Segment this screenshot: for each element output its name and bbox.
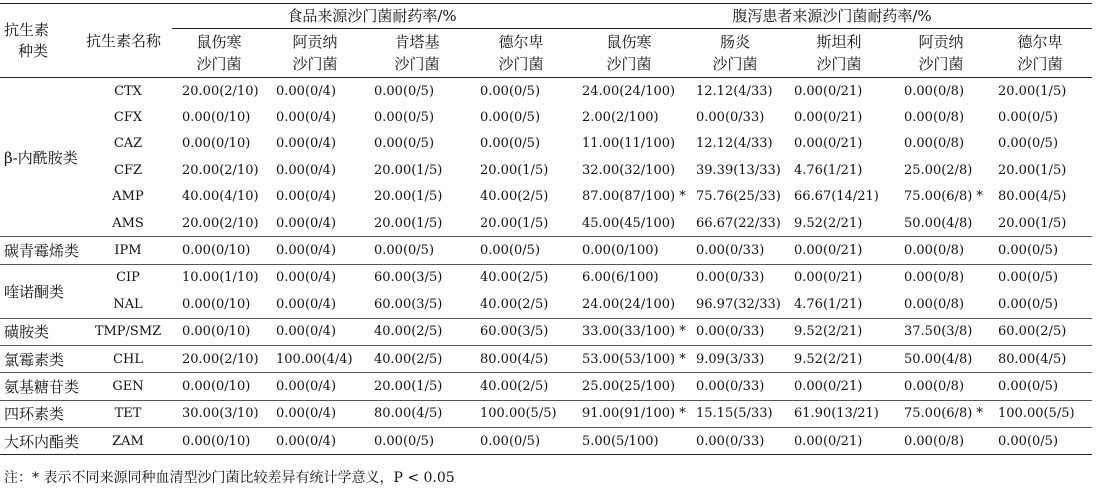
- resistance-value: 0.00(0/21): [784, 373, 894, 400]
- patient-col-header: [784, 29, 894, 78]
- resistance-value: 40.00(2/5): [470, 373, 572, 400]
- resistance-value: 0.00(0/21): [794, 136, 863, 152]
- resistance-value: 0.00(0/21): [794, 110, 863, 126]
- resistance-value: 0.00(0/4): [266, 210, 364, 237]
- table-row: [0, 373, 1092, 400]
- table-row: [0, 345, 1092, 372]
- resistance-value: 75.00(6/8) *: [904, 189, 983, 205]
- food-col-header: [364, 29, 470, 78]
- resistance-value: 6.00(6/100): [582, 270, 659, 286]
- resistance-value: 4.76(1/21): [784, 291, 894, 318]
- resistance-value: 0.00(0/5): [374, 83, 435, 99]
- resistance-value: 0.00(0/5): [364, 237, 470, 264]
- antibiotic-abbr: NAL: [84, 291, 172, 318]
- patient-col-header-line: 德尔卑: [1017, 33, 1063, 51]
- resistance-value: 20.00(1/5): [998, 83, 1067, 99]
- patient-col-header: [894, 29, 988, 78]
- resistance-value: 0.00(0/4): [266, 400, 364, 427]
- patient-col-header-line: 沙门菌: [712, 55, 758, 73]
- antibiotic-class: 喹诺酮类: [0, 264, 84, 318]
- antibiotic-class: β-内酰胺类: [0, 78, 84, 237]
- name-header: 抗生素名称: [84, 4, 172, 78]
- resistance-value: 0.00(0/33): [686, 318, 784, 345]
- resistance-value: 25.00(2/8): [904, 162, 973, 178]
- food-col-header-line: 沙门菌: [196, 55, 242, 73]
- resistance-value: 2.00(2/100): [582, 110, 659, 126]
- patient-group-header: 腹泻患者来源沙门菌耐药率/%: [572, 4, 1092, 29]
- resistance-value: 0.00(0/10): [172, 291, 266, 318]
- resistance-value: 24.00(24/100): [572, 291, 686, 318]
- patient-col-header-line: 阿贡纳: [918, 33, 964, 51]
- resistance-value: 0.00(0/21): [794, 270, 863, 286]
- table-body: [0, 78, 1092, 455]
- resistance-value: 91.00(91/100) *: [572, 400, 686, 427]
- resistance-value: 20.00(1/5): [374, 189, 443, 205]
- resistance-value: 9.52(2/21): [784, 210, 894, 237]
- resistance-value: 9.52(2/21): [784, 318, 894, 345]
- table-row: [0, 400, 1092, 427]
- resistance-value: 50.00(4/8): [894, 345, 988, 372]
- resistance-value: 20.00(1/5): [364, 210, 470, 237]
- resistance-value: 66.67(22/33): [686, 210, 784, 237]
- resistance-value: 0.00(0/4): [276, 162, 337, 178]
- resistance-value: 0.00(0/33): [696, 270, 765, 286]
- resistance-value: 0.00(0/21): [784, 428, 894, 455]
- resistance-value: 60.00(2/5): [988, 318, 1092, 345]
- resistance-value: 0.00(0/10): [182, 110, 251, 126]
- resistance-value: 0.00(0/5): [470, 237, 572, 264]
- resistance-value: 60.00(3/5): [374, 270, 443, 286]
- resistance-value: 0.00(0/8): [894, 428, 988, 455]
- resistance-value: 0.00(0/100): [572, 237, 686, 264]
- resistance-value: 33.00(33/100) *: [572, 318, 686, 345]
- resistance-value: 15.15(5/33): [686, 400, 784, 427]
- antibiotic-abbr: TET: [84, 400, 172, 427]
- patient-col-header-line: 斯坦利: [816, 33, 862, 51]
- resistance-value: 0.00(0/4): [276, 270, 337, 286]
- resistance-value: 100.00(4/4): [266, 345, 364, 372]
- resistance-value: 0.00(0/5): [988, 373, 1092, 400]
- resistance-value: 0.00(0/10): [172, 428, 266, 455]
- antibiotic-abbr: CTX: [114, 83, 142, 99]
- patient-col-header-line: 沙门菌: [918, 55, 964, 73]
- patient-col-header: [572, 29, 686, 78]
- resistance-value: 0.00(0/33): [696, 110, 765, 126]
- resistance-value: 0.00(0/5): [480, 136, 541, 152]
- food-col-header-line: 鼠伤寒: [196, 33, 242, 51]
- resistance-value: 0.00(0/4): [266, 318, 364, 345]
- resistance-value: 20.00(2/10): [172, 345, 266, 372]
- food-col-header: [172, 29, 266, 78]
- patient-col-header: [988, 29, 1092, 78]
- resistance-value: 80.00(4/5): [998, 189, 1067, 205]
- resistance-value: 0.00(0/5): [998, 136, 1059, 152]
- resistance-value: 0.00(0/5): [374, 110, 435, 126]
- resistance-value: 60.00(3/5): [364, 291, 470, 318]
- food-col-header-line: 肯塔基: [394, 33, 440, 51]
- resistance-value: 0.00(0/33): [686, 373, 784, 400]
- resistance-value: 40.00(2/5): [480, 189, 549, 205]
- resistance-value: 75.00(6/8) *: [894, 400, 988, 427]
- resistance-value: 0.00(0/4): [276, 83, 337, 99]
- food-col-header-line: 沙门菌: [498, 55, 544, 73]
- resistance-value: 0.00(0/5): [988, 237, 1092, 264]
- resistance-value: 87.00(87/100) *: [582, 189, 686, 205]
- resistance-value: 10.00(1/10): [182, 270, 259, 286]
- antibiotic-abbr: CHL: [84, 345, 172, 372]
- resistance-value: 40.00(2/5): [364, 318, 470, 345]
- resistance-value: 25.00(25/100): [572, 373, 686, 400]
- antibiotic-class: 碳青霉烯类: [0, 237, 84, 264]
- resistance-value: 39.39(13/33): [696, 162, 781, 178]
- resistance-value: 20.00(2/10): [172, 210, 266, 237]
- resistance-value: 20.00(1/5): [470, 210, 572, 237]
- resistance-value: 5.00(5/100): [572, 428, 686, 455]
- antibiotic-class: 四环素类: [0, 400, 84, 427]
- resistance-value: 37.50(3/8): [894, 318, 988, 345]
- antibiotic-abbr: TMP/SMZ: [84, 318, 172, 345]
- resistance-value: 20.00(1/5): [988, 210, 1092, 237]
- table-row: [0, 428, 1092, 455]
- table-row: [0, 210, 1092, 237]
- antibiotic-abbr: IPM: [84, 237, 172, 264]
- resistance-value: 61.90(13/21): [784, 400, 894, 427]
- resistance-value: 20.00(1/5): [364, 373, 470, 400]
- resistance-table: [0, 3, 1092, 455]
- resistance-value: 12.12(4/33): [696, 83, 773, 99]
- antibiotic-abbr: ZAM: [84, 428, 172, 455]
- resistance-value: 0.00(0/4): [276, 189, 337, 205]
- table-row: [0, 131, 1092, 157]
- resistance-value: 0.00(0/4): [266, 373, 364, 400]
- resistance-value: 12.12(4/33): [696, 136, 773, 152]
- patient-col-header-line: 鼠伤寒: [606, 33, 652, 51]
- resistance-value: 0.00(0/10): [172, 318, 266, 345]
- resistance-value: 20.00(2/10): [182, 162, 259, 178]
- resistance-value: 0.00(0/8): [904, 83, 965, 99]
- antibiotic-abbr: AMP: [112, 189, 144, 205]
- resistance-value: 40.00(4/10): [182, 189, 259, 205]
- food-col-header-line: 德尔卑: [498, 33, 544, 51]
- patient-col-header-line: 沙门菌: [1017, 55, 1063, 73]
- antibiotic-abbr: CIP: [116, 270, 140, 286]
- resistance-value: 32.00(32/100): [582, 162, 676, 178]
- resistance-value: 40.00(2/5): [364, 345, 470, 372]
- resistance-value: 0.00(0/4): [266, 428, 364, 455]
- resistance-value: 0.00(0/33): [686, 237, 784, 264]
- resistance-value: 45.00(45/100): [572, 210, 686, 237]
- resistance-value: 0.00(0/5): [480, 110, 541, 126]
- food-col-header: [470, 29, 572, 78]
- resistance-value: 100.00(5/5): [470, 400, 572, 427]
- resistance-value: 0.00(0/5): [998, 110, 1059, 126]
- resistance-value: 80.00(4/5): [364, 400, 470, 427]
- antibiotic-abbr: CAZ: [113, 136, 143, 152]
- resistance-value: 0.00(0/4): [266, 237, 364, 264]
- resistance-value: 30.00(3/10): [172, 400, 266, 427]
- resistance-value: 53.00(53/100) *: [572, 345, 686, 372]
- resistance-value: 0.00(0/5): [374, 136, 435, 152]
- food-group-header: 食品来源沙门菌耐药率/%: [172, 4, 572, 29]
- antibiotic-class: 磺胺类: [0, 318, 84, 345]
- table-row: [0, 318, 1092, 345]
- class-header-line1: 抗生素: [4, 20, 50, 39]
- resistance-value: 20.00(1/5): [480, 162, 549, 178]
- resistance-value: 0.00(0/4): [266, 291, 364, 318]
- antibiotic-class: 氯霉素类: [0, 345, 84, 372]
- antibiotic-abbr: AMS: [84, 210, 172, 237]
- resistance-value: 0.00(0/8): [904, 270, 965, 286]
- table-row: [0, 184, 1092, 210]
- table-row: [0, 237, 1092, 264]
- resistance-value: 100.00(5/5): [988, 400, 1092, 427]
- resistance-value: 24.00(24/100): [582, 83, 676, 99]
- resistance-value: 0.00(0/10): [172, 237, 266, 264]
- resistance-value: 80.00(4/5): [988, 345, 1092, 372]
- resistance-value: 0.00(0/5): [998, 270, 1059, 286]
- resistance-value: 0.00(0/8): [904, 110, 965, 126]
- resistance-value: 9.09(3/33): [686, 345, 784, 372]
- resistance-value: 0.00(0/8): [894, 373, 988, 400]
- resistance-value: 0.00(0/8): [904, 136, 965, 152]
- antibiotic-class: 氨基糖苷类: [0, 373, 84, 400]
- resistance-value: 0.00(0/21): [794, 83, 863, 99]
- patient-col-header-line: 沙门菌: [606, 55, 652, 73]
- resistance-value: 4.76(1/21): [794, 162, 863, 178]
- resistance-value: 0.00(0/4): [276, 110, 337, 126]
- food-col-header-line: 阿贡纳: [292, 33, 338, 51]
- resistance-value: 0.00(0/5): [480, 83, 541, 99]
- resistance-value: 0.00(0/21): [784, 237, 894, 264]
- resistance-value: 96.97(32/33): [686, 291, 784, 318]
- resistance-value: 40.00(2/5): [480, 270, 549, 286]
- resistance-value: 0.00(0/8): [894, 291, 988, 318]
- resistance-value: 20.00(2/10): [182, 83, 259, 99]
- patient-col-header-line: 肠炎: [719, 33, 750, 51]
- patient-col-header: [686, 29, 784, 78]
- resistance-value: 20.00(1/5): [998, 162, 1067, 178]
- patient-col-header-line: 沙门菌: [816, 55, 862, 73]
- footnote: 注：* 表示不同来源同种血清型沙门菌比较差异有统计学意义，P < 0.05: [4, 470, 455, 486]
- resistance-value: 66.67(14/21): [794, 189, 879, 205]
- antibiotic-abbr: CFZ: [114, 162, 142, 178]
- antibiotic-abbr: CFX: [113, 110, 143, 126]
- resistance-value: 9.52(2/21): [784, 345, 894, 372]
- resistance-value: 0.00(0/5): [988, 291, 1092, 318]
- resistance-value: 20.00(1/5): [374, 162, 443, 178]
- class-header: [0, 4, 84, 78]
- resistance-value: 0.00(0/33): [686, 428, 784, 455]
- resistance-value: 0.00(0/8): [894, 237, 988, 264]
- resistance-value: 0.00(0/5): [470, 428, 572, 455]
- table-row: [0, 264, 1092, 291]
- resistance-value: 75.76(25/33): [696, 189, 781, 205]
- resistance-value: 0.00(0/5): [988, 428, 1092, 455]
- resistance-value: 0.00(0/4): [276, 136, 337, 152]
- food-col-header: [266, 29, 364, 78]
- resistance-value: 80.00(4/5): [470, 345, 572, 372]
- table-row: [0, 104, 1092, 130]
- resistance-value: 0.00(0/10): [182, 136, 251, 152]
- antibiotic-abbr: GEN: [84, 373, 172, 400]
- table-row: [0, 78, 1092, 105]
- class-header-line2: 种类: [18, 41, 49, 60]
- resistance-value: 0.00(0/10): [172, 373, 266, 400]
- food-col-header-line: 沙门菌: [394, 55, 440, 73]
- resistance-value: 11.00(11/100): [582, 136, 676, 152]
- table-row: [0, 291, 1092, 318]
- resistance-value: 40.00(2/5): [470, 291, 572, 318]
- food-col-header-line: 沙门菌: [292, 55, 338, 73]
- resistance-value: 60.00(3/5): [470, 318, 572, 345]
- table-row: [0, 157, 1092, 183]
- antibiotic-class: 大环内酯类: [0, 428, 84, 455]
- resistance-value: 50.00(4/8): [894, 210, 988, 237]
- resistance-value: 0.00(0/5): [364, 428, 470, 455]
